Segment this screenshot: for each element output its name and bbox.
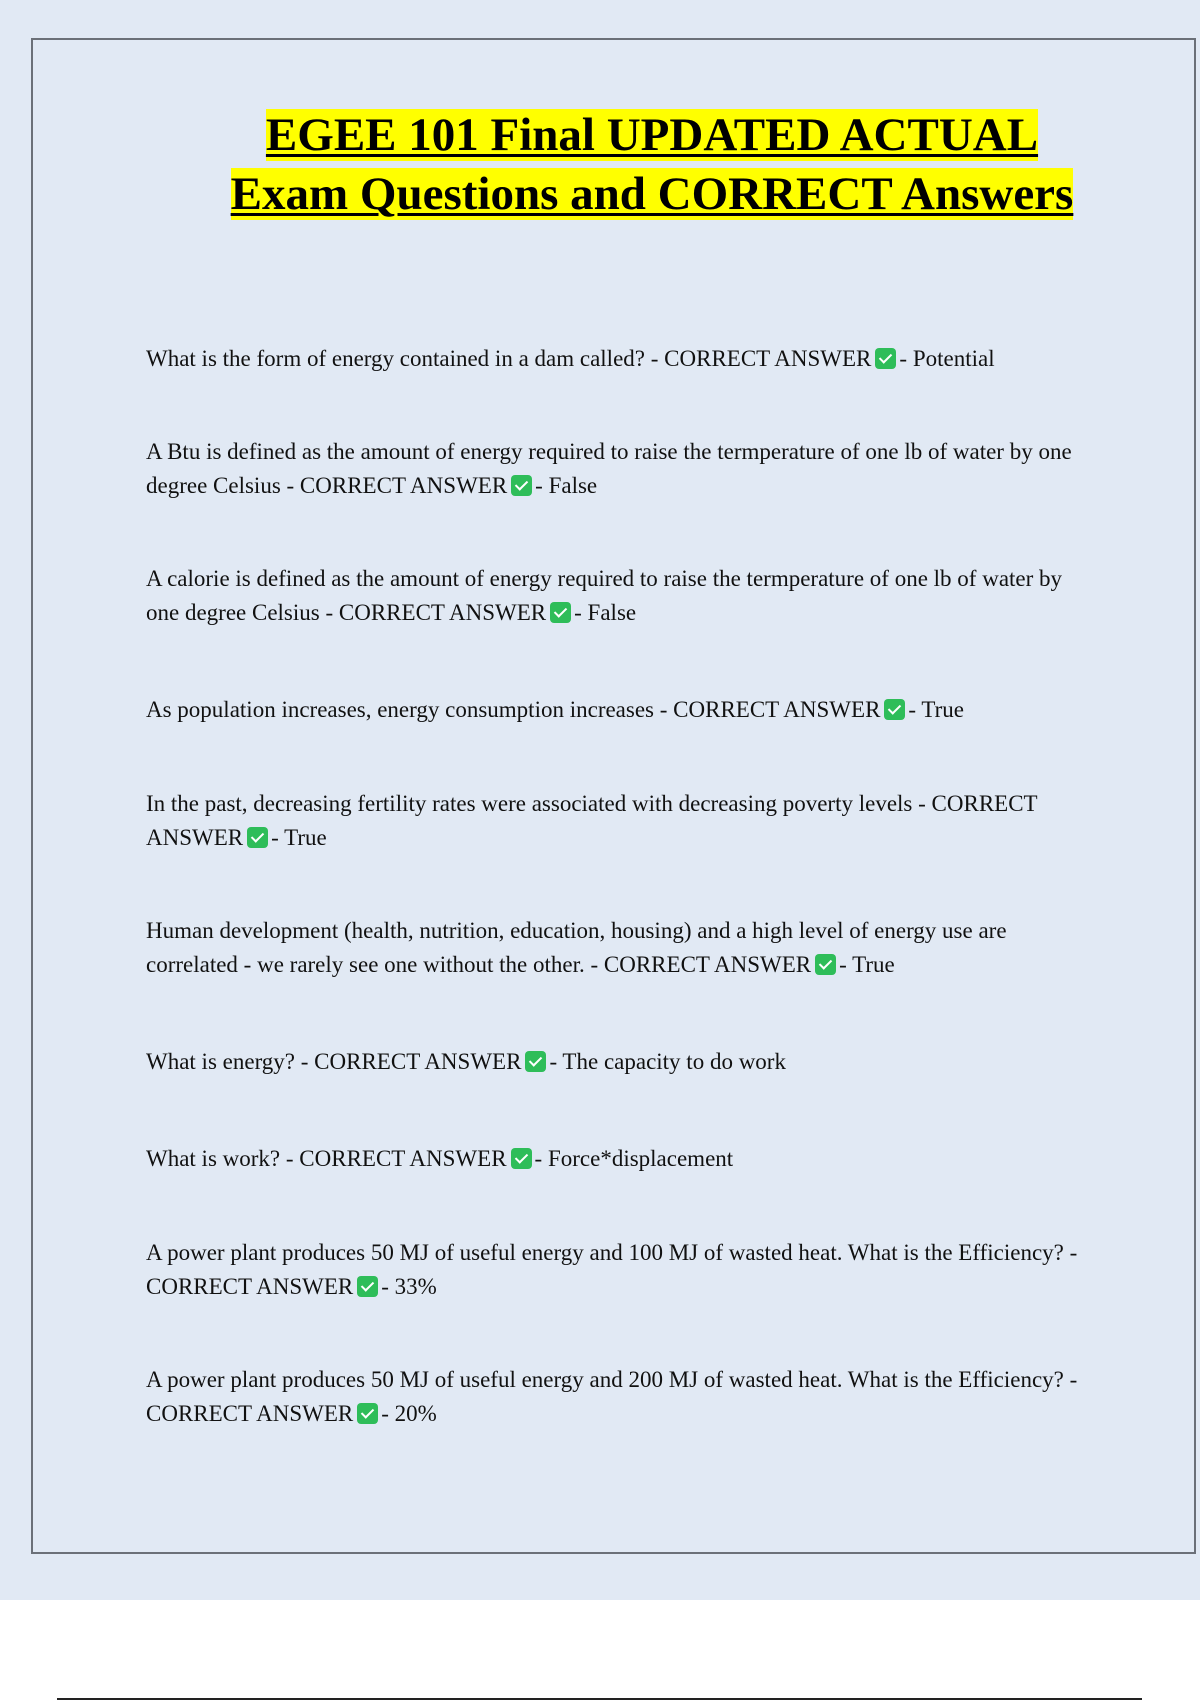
green-checkbox-icon <box>884 699 905 720</box>
question-text: As population increases, energy consumption increases - CORRECT ANSWER <box>146 697 881 722</box>
question-text: What is energy? - CORRECT ANSWER <box>146 1049 522 1074</box>
green-checkbox-icon <box>815 954 836 975</box>
question-text: What is work? - CORRECT ANSWER <box>146 1146 507 1171</box>
answer-text: - The capacity to do work <box>549 1049 786 1074</box>
qa-item <box>146 914 1096 982</box>
green-checkbox-icon <box>247 827 268 848</box>
green-checkbox-icon <box>550 602 571 623</box>
question-text: What is the form of energy contained in a dam called? - CORRECT ANSWER <box>146 346 872 371</box>
qa-item <box>146 787 1096 855</box>
question-text: A Btu is defined as the amount of energy required to raise the termperature of one lb of water by one degree Celsius - CORRECT ANSWER <box>146 439 1072 498</box>
qa-item <box>146 1363 1096 1431</box>
green-checkbox-icon <box>875 348 896 369</box>
green-checkbox-icon <box>511 475 532 496</box>
answer-text: - True <box>908 697 965 722</box>
qa-item <box>146 1236 1096 1304</box>
question-text: In the past, decreasing fertility rates were associated with decreasing poverty levels - CORRECT ANSWER <box>146 791 1038 850</box>
answer-text: - Potential <box>899 346 995 371</box>
question-text: A calorie is defined as the amount of energy required to raise the termperature of one lb of water by one degree Celsius - CORRECT ANSWER <box>146 566 1063 625</box>
answer-text: - False <box>535 473 598 498</box>
green-checkbox-icon <box>357 1276 378 1297</box>
qa-item <box>146 693 1096 727</box>
qa-item <box>146 1142 1096 1176</box>
qa-item <box>146 562 1096 630</box>
qa-item <box>146 1045 1096 1079</box>
green-checkbox-icon <box>511 1148 532 1169</box>
document-title-text: EGEE 101 Final UPDATED ACTUAL Exam Questions and CORRECT Answers <box>230 109 1074 220</box>
qa-item <box>146 342 1096 376</box>
answer-text: - 20% <box>381 1401 437 1426</box>
question-text: A power plant produces 50 MJ of useful energy and 100 MJ of wasted heat. What is the Efficiency? - CORRECT ANSWER <box>146 1240 1078 1299</box>
answer-text: - True <box>271 825 327 850</box>
question-text: A power plant produces 50 MJ of useful energy and 200 MJ of wasted heat. What is the Efficiency? - CORRECT ANSWER <box>146 1367 1078 1426</box>
answer-text: - 33% <box>381 1274 437 1299</box>
answer-text: - False <box>574 600 637 625</box>
answer-text: - Force*displacement <box>534 1146 734 1171</box>
document-title <box>220 106 1084 224</box>
question-text: Human development (health, nutrition, education, housing) and a high level of energy use are correlated - we rarely see one without the other. - CORRECT ANSWER <box>146 918 1007 977</box>
answer-text: - True <box>839 952 895 977</box>
green-checkbox-icon <box>525 1051 546 1072</box>
qa-item <box>146 435 1096 503</box>
green-checkbox-icon <box>357 1403 378 1424</box>
